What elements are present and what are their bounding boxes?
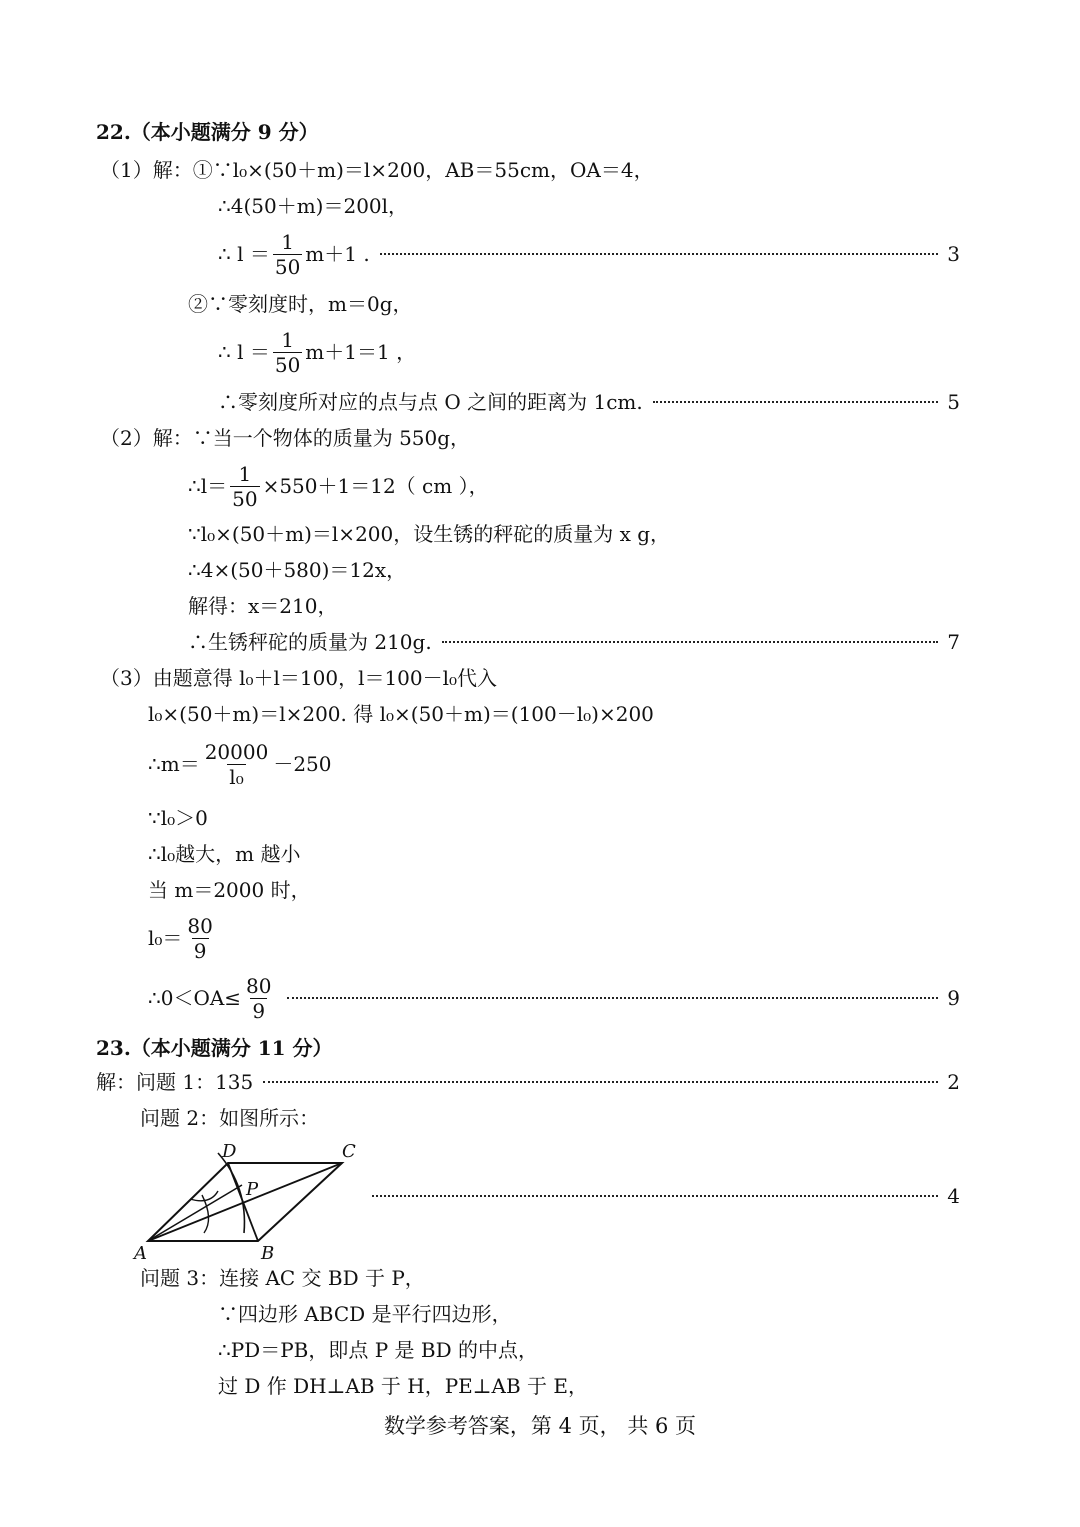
fraction: $\frac{20000}{\text{l₀}}$ xyxy=(204,739,269,789)
dotted-leader xyxy=(442,641,938,643)
q22-p1-line5: ∴ l ＝ $\frac{1}{50}$ m＋1＝1 ， xyxy=(218,327,417,377)
dotted-leader xyxy=(653,401,938,403)
q23-line4: ∵四边形 ABCD 是平行四边形， xyxy=(218,1302,512,1326)
q22-p1-line1: （1）解：①∵l₀×(50＋m)＝l×200，AB＝55cm，OA＝4， xyxy=(100,158,654,182)
q22-p1-line2: ∴4(50＋m)＝200l， xyxy=(218,194,409,218)
q22-p2-line3: ∵l₀×(50＋m)＝l×200，设生锈的秤砣的质量为 x g， xyxy=(188,522,671,546)
angle-bisector xyxy=(148,1185,242,1241)
q23-line2: 问题 2：如图所示： xyxy=(140,1106,320,1130)
fraction: $\frac{1}{50}$ xyxy=(274,229,301,279)
q23-figure-score-line xyxy=(362,1180,960,1212)
dotted-leader xyxy=(380,253,938,255)
label-b: B xyxy=(261,1243,275,1264)
parallelogram-figure xyxy=(130,1135,370,1265)
score-mark: 7 xyxy=(947,630,960,654)
q23-title: 23.（本小题满分 11 分） xyxy=(96,1036,333,1060)
score-mark: 5 xyxy=(947,390,960,414)
q22-p2-line2: ∴l＝ $\frac{1}{50}$ ×550＋1＝12（ cm ）， xyxy=(188,461,489,511)
fraction: $\frac{1}{50}$ xyxy=(232,461,258,511)
q22-p3-line8: ∴0＜OA≤ $\frac{80}{9}$ 9 xyxy=(148,970,960,1026)
fraction: $\frac{80}{9}$ xyxy=(187,913,213,963)
q22-p1-line3: ∴ l ＝ $\frac{1}{50}$ m＋1 . 3 xyxy=(218,226,960,282)
score-mark: 4 xyxy=(947,1184,960,1208)
q22-p2-line5: 解得：x＝210， xyxy=(188,594,338,618)
fraction: $\frac{80}{9}$ xyxy=(246,973,272,1023)
q22-p3-line6: 当 m＝2000 时， xyxy=(148,878,311,902)
q22-p2-line4: ∴4×(50＋580)＝12x， xyxy=(188,558,407,582)
q22-title: 22.（本小题满分 9 分） xyxy=(96,120,319,144)
q22-p3-line1: （3）由题意得 l₀＋l＝100，l＝100－l₀代入 xyxy=(100,666,498,690)
score-mark: 2 xyxy=(947,1070,960,1094)
q23-line5: ∴PD＝PB，即点 P 是 BD 的中点， xyxy=(218,1338,538,1362)
q22-p1-line4: ②∵零刻度时，m＝0g， xyxy=(188,292,413,316)
q22-p1-line6: ∴零刻度所对应的点与点 O 之间的距离为 1cm. 5 xyxy=(218,386,960,418)
page-footer: 数学参考答案，第 4 页， 共 6 页 xyxy=(383,1414,697,1438)
label-p: P xyxy=(246,1179,259,1200)
construction-arc-large xyxy=(218,1153,244,1233)
q22-p3-line4: ∵l₀＞0 xyxy=(148,806,208,830)
dotted-leader xyxy=(372,1195,938,1197)
q23-line3: 问题 3：连接 AC 交 BD 于 P， xyxy=(140,1266,425,1290)
label-d: D xyxy=(222,1141,237,1162)
q22-p3-line5: ∴l₀越大，m 越小 xyxy=(148,842,301,866)
q22-p3-line3: ∴m＝ $\frac{20000}{\text{l₀}}$ －250 xyxy=(148,739,332,789)
q22-p2-line6: ∴生锈秤砣的质量为 210g. 7 xyxy=(188,626,960,658)
dotted-leader xyxy=(287,997,939,999)
fraction: $\frac{1}{50}$ xyxy=(274,327,301,377)
q22-p3-line7: l₀＝ $\frac{80}{9}$ xyxy=(148,913,213,963)
q22-p2-line1: （2）解：∵当一个物体的质量为 550g， xyxy=(100,426,471,450)
score-mark: 3 xyxy=(947,242,960,266)
q23-line6: 过 D 作 DH⊥AB 于 H，PE⊥AB 于 E， xyxy=(218,1374,589,1398)
score-mark: 9 xyxy=(947,986,960,1010)
label-c: C xyxy=(342,1141,356,1162)
q23-line1: 解：问题 1：135 2 xyxy=(96,1066,960,1098)
q22-p3-line2: l₀×(50＋m)＝l×200. 得 l₀×(50＋m)＝(100－l₀)×200 xyxy=(148,702,654,726)
label-a: A xyxy=(134,1243,147,1264)
dotted-leader xyxy=(263,1081,938,1083)
